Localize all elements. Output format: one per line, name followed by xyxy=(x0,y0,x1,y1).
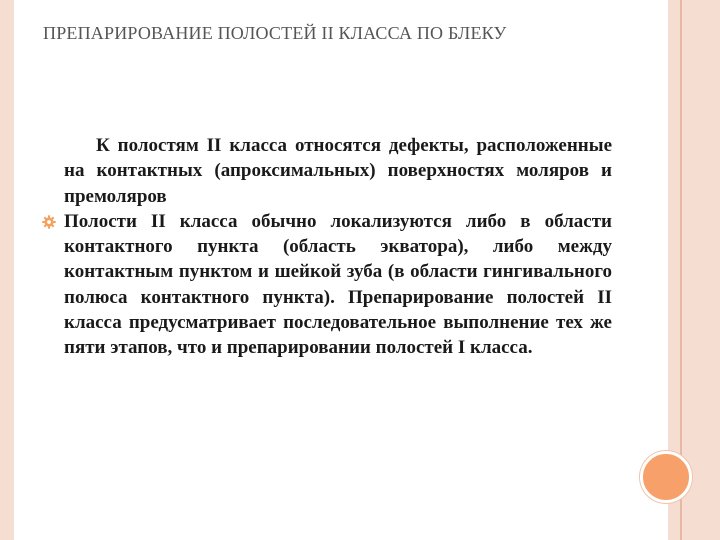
gear-bullet-icon xyxy=(42,215,56,229)
slide-title: ПРЕПАРИРОВАНИЕ ПОЛОСТЕЙ II КЛАССА ПО БЛЕКУ xyxy=(43,23,507,43)
left-frame-border xyxy=(0,0,14,540)
bullet-item xyxy=(64,209,612,361)
decorative-circle xyxy=(640,451,692,503)
bullet-text: Полости II класса обычно локализуются либо в области контактного пункта (область экватора), либо между контактным пунктом и шейкой зуба (в области гингивального полюса контактного пункта). Препарирование полостей II класса предусматривает последовательное выполнение тех же пяти этапов, что и препарировании полостей I класса. xyxy=(64,210,612,359)
paragraph-intro: К полостям II класса относятся дефекты, расположенные на контактных (апроксимальных) поверхностях моляров и премоляров xyxy=(64,135,612,207)
slide-body xyxy=(64,133,612,361)
